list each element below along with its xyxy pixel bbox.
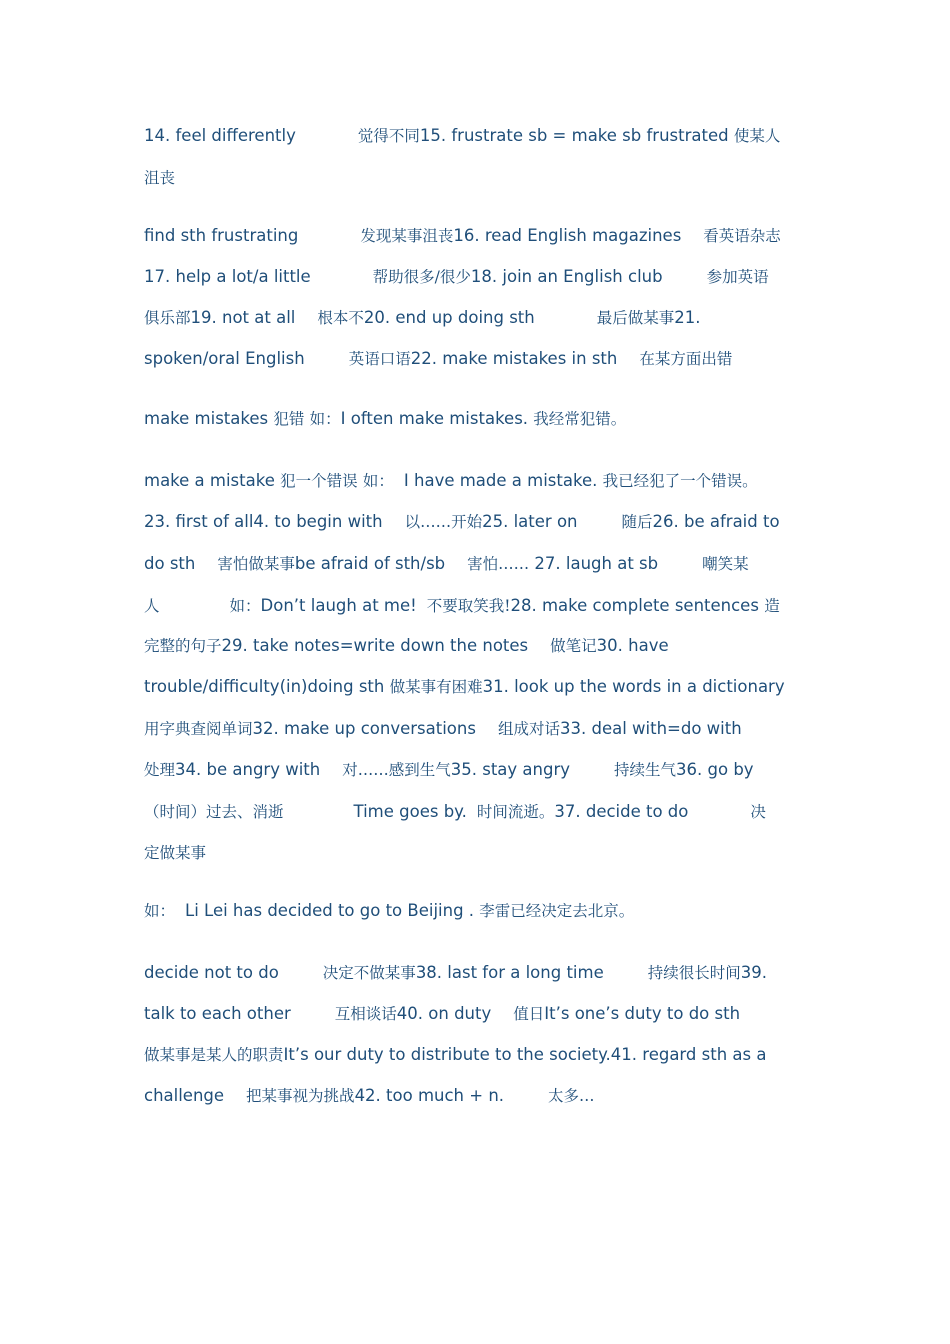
phrase: 23. first of all4. to begin with bbox=[144, 512, 383, 531]
phrase: make a mistake bbox=[144, 471, 275, 490]
phrase: It’s one’s duty to do sth bbox=[544, 1004, 741, 1023]
text-line bbox=[144, 307, 701, 329]
phrase: 38. last for a long time bbox=[415, 963, 604, 982]
text-line bbox=[144, 470, 758, 492]
text-line bbox=[144, 125, 780, 147]
translation: 决 bbox=[750, 803, 766, 821]
text-line bbox=[144, 553, 749, 575]
translation: 参加英语 bbox=[706, 268, 769, 286]
phrase: 22. make mistakes in sth bbox=[410, 349, 618, 368]
text-line bbox=[144, 718, 742, 740]
phrase: challenge bbox=[144, 1086, 225, 1105]
translation: 太多… bbox=[548, 1087, 595, 1105]
example-label: 如： bbox=[362, 472, 394, 490]
phrase: It’s our duty to distribute to the society.41. regard sth as a bbox=[283, 1045, 767, 1064]
translation: 处理 bbox=[144, 761, 176, 779]
translation: 李雷已经决定去北京。 bbox=[479, 902, 635, 920]
translation: （时间）过去、消逝 bbox=[144, 803, 284, 821]
example-sentence: Don’t laugh at me! bbox=[260, 596, 417, 615]
translation: 把某事视为挑战 bbox=[246, 1087, 355, 1105]
translation: 最后做某事 bbox=[596, 309, 675, 327]
translation: 对……感到生气 bbox=[342, 761, 451, 779]
text-line bbox=[144, 511, 780, 533]
phrase: 40. on duty bbox=[396, 1004, 492, 1023]
text-line bbox=[144, 801, 766, 823]
translation: 嘲笑某 bbox=[702, 555, 749, 573]
phrase: 26. be afraid to bbox=[652, 512, 780, 531]
translation: 我经常犯错。 bbox=[533, 410, 627, 428]
translation: 以……开始 bbox=[404, 513, 483, 531]
translation: 在某方面出错 bbox=[639, 350, 733, 368]
translation: 看英语杂志 bbox=[703, 227, 781, 245]
translation: 犯一个错误 bbox=[280, 472, 358, 490]
translation: 组成对话 bbox=[497, 720, 560, 738]
phrase: trouble/difficulty(in)doing sth bbox=[144, 677, 385, 696]
phrase: 15. frustrate sb = make sb frustrated bbox=[419, 126, 729, 145]
translation: 互相谈话 bbox=[334, 1005, 397, 1023]
phrase: 28. make complete sentences bbox=[510, 596, 759, 615]
example-label: 如： bbox=[309, 410, 341, 428]
translation: 人 bbox=[144, 597, 160, 615]
translation: 完整的句子 bbox=[144, 637, 222, 655]
phrase: 29. take notes=write down the notes bbox=[221, 636, 529, 655]
phrase: make mistakes bbox=[144, 409, 269, 428]
phrase: 30. have bbox=[596, 636, 669, 655]
text-line bbox=[144, 1044, 766, 1066]
translation: 持续很长时间 bbox=[647, 964, 741, 982]
translation: 犯错 bbox=[273, 410, 305, 428]
translation: 做某事是某人的职责 bbox=[144, 1046, 284, 1064]
phrase: 18. join an English club bbox=[470, 267, 663, 286]
phrase: 32. make up conversations bbox=[252, 719, 476, 738]
translation: 做笔记 bbox=[550, 637, 597, 655]
text-line bbox=[144, 900, 634, 922]
translation: 使某人 bbox=[733, 127, 781, 145]
phrase: 39. bbox=[740, 963, 767, 982]
translation: 随后 bbox=[621, 513, 653, 531]
text-line bbox=[144, 962, 767, 984]
example-sentence: I often make mistakes. bbox=[340, 409, 529, 428]
text-line bbox=[144, 595, 780, 617]
translation: 沮丧 bbox=[144, 169, 176, 187]
phrase: 35. stay angry bbox=[450, 760, 570, 779]
text-line bbox=[144, 676, 785, 698]
text-line bbox=[144, 842, 206, 864]
translation: 时间流逝。 bbox=[476, 803, 555, 821]
phrase: be afraid of sth/sb bbox=[294, 554, 446, 573]
text-line bbox=[144, 408, 626, 430]
text-line bbox=[144, 348, 732, 370]
translation: 持续生气 bbox=[614, 761, 677, 779]
text-line bbox=[144, 759, 754, 781]
translation: 值日 bbox=[513, 1005, 545, 1023]
translation: 发现某事沮丧 bbox=[360, 227, 454, 245]
translation: 做某事有困难 bbox=[389, 678, 483, 696]
translation: 定做某事 bbox=[144, 844, 207, 862]
translation: 害怕做某事 bbox=[217, 555, 295, 573]
text-line bbox=[144, 1085, 595, 1107]
translation: 觉得不同 bbox=[357, 127, 420, 145]
text-line bbox=[144, 635, 669, 657]
phrase: decide not to do bbox=[144, 963, 279, 982]
example-sentence: Time goes by. bbox=[353, 802, 467, 821]
text-line bbox=[144, 266, 769, 288]
phrase: 20. end up doing sth bbox=[363, 308, 535, 327]
phrase: 37. decide to do bbox=[554, 802, 689, 821]
translation: 害怕…… bbox=[467, 555, 530, 573]
phrase: 14. feel differently bbox=[144, 126, 296, 145]
translation: 造 bbox=[764, 597, 780, 615]
phrase: 27. laugh at sb bbox=[534, 554, 659, 573]
example-sentence: I have made a mistake. bbox=[403, 471, 598, 490]
text-line bbox=[144, 167, 175, 189]
translation: 英语口语 bbox=[348, 350, 411, 368]
phrase: 36. go by bbox=[676, 760, 754, 779]
phrase: 25. later on bbox=[482, 512, 578, 531]
phrase: 16. read English magazines bbox=[453, 226, 682, 245]
translation: 帮助很多/很少 bbox=[372, 268, 471, 286]
translation: 根本不 bbox=[317, 309, 364, 327]
phrase: 21. bbox=[674, 308, 701, 327]
phrase: do sth bbox=[144, 554, 196, 573]
phrase: talk to each other bbox=[144, 1004, 291, 1023]
translation: 不要取笑我! bbox=[426, 597, 511, 615]
text-line bbox=[144, 1003, 740, 1025]
example-sentence: Li Lei has decided to go to Beijing . bbox=[185, 901, 475, 920]
translation: 俱乐部 bbox=[144, 309, 191, 327]
phrase: 42. too much + n. bbox=[354, 1086, 505, 1105]
phrase: spoken/oral English bbox=[144, 349, 305, 368]
translation: 我已经犯了一个错误。 bbox=[602, 472, 758, 490]
phrase: find sth frustrating bbox=[144, 226, 299, 245]
phrase: 19. not at all bbox=[190, 308, 296, 327]
phrase: 17. help a lot/a little bbox=[144, 267, 311, 286]
translation: 用字典查阅单词 bbox=[144, 720, 253, 738]
phrase: 34. be angry with bbox=[175, 760, 321, 779]
phrase: 31. look up the words in a dictionary bbox=[482, 677, 785, 696]
example-label: 如： bbox=[144, 902, 176, 920]
text-line bbox=[144, 225, 781, 247]
translation: 决定不做某事 bbox=[322, 964, 416, 982]
example-label: 如： bbox=[229, 597, 261, 615]
phrase: 33. deal with=do with bbox=[559, 719, 742, 738]
